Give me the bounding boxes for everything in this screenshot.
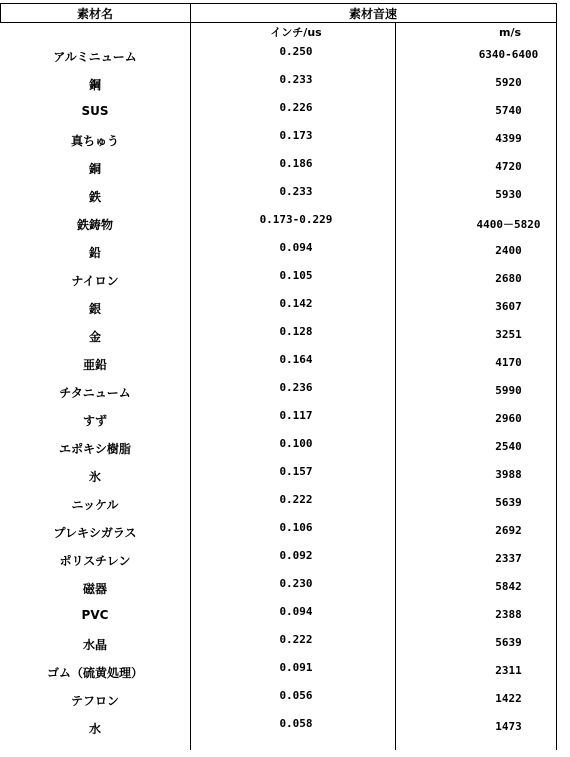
meters-per-second-value: 3988 xyxy=(495,468,522,481)
meters-per-second-value: 5842 xyxy=(495,580,522,593)
material-name: ゴム（硫黄処理） xyxy=(46,666,143,680)
meters-per-second-value: 6340-6400 xyxy=(478,48,539,61)
inch-per-us-value: 0.236 xyxy=(279,381,313,394)
inch-per-us-value: 0.100 xyxy=(279,437,313,450)
meters-per-second-value: 2311 xyxy=(495,664,522,677)
inch-per-us-value: 0.186 xyxy=(279,157,313,170)
material-name: 鉄 xyxy=(88,190,101,204)
header-bottom-border xyxy=(0,22,557,23)
material-name: エポキシ樹脂 xyxy=(59,442,131,456)
material-name: 鋼 xyxy=(88,78,101,92)
inch-per-us-value: 0.164 xyxy=(279,353,313,366)
material-name: プレキシガラス xyxy=(53,526,137,540)
material-name: テフロン xyxy=(70,694,119,708)
meters-per-second-value: 4720 xyxy=(495,160,522,173)
inch-per-us-value: 0.226 xyxy=(279,101,313,114)
name-column-divider xyxy=(190,3,191,750)
meters-per-second-value: 4170 xyxy=(495,356,522,369)
inch-per-us-value: 0.142 xyxy=(279,297,313,310)
inch-per-us-value: 0.105 xyxy=(279,269,313,282)
material-name: ナイロン xyxy=(71,274,119,288)
material-name: 水 xyxy=(88,722,101,736)
meters-per-second-value: 4399 xyxy=(495,132,522,145)
meters-per-second-value: 5920 xyxy=(495,76,522,89)
meters-per-second-value: 2540 xyxy=(495,440,522,453)
inch-per-us-value: 0.222 xyxy=(279,633,313,646)
inch-per-us-value: 0.157 xyxy=(279,465,313,478)
material-name: 銅 xyxy=(88,162,101,176)
meters-per-second-value: 1422 xyxy=(495,692,522,705)
speed-column-header: 素材音速 xyxy=(348,7,397,21)
inch-per-us-value: 0.250 xyxy=(279,45,313,58)
material-name: ポリスチレン xyxy=(59,554,131,568)
material-name: アルミニューム xyxy=(53,50,137,64)
inch-per-us-value: 0.091 xyxy=(279,661,313,674)
inch-per-us-value: 0.173 xyxy=(279,129,313,142)
inch-per-us-value: 0.128 xyxy=(279,325,313,338)
ms-unit-header: m/s xyxy=(498,26,522,39)
inch-per-us-value: 0.173-0.229 xyxy=(259,213,333,226)
material-name: 金 xyxy=(88,330,101,344)
inch-per-us-value: 0.094 xyxy=(279,605,313,618)
material-name: 鉄鋳物 xyxy=(76,218,113,232)
material-name: すず xyxy=(82,414,108,428)
inch-unit-header: インチ/us xyxy=(270,26,322,39)
meters-per-second-value: 5740 xyxy=(495,104,522,117)
material-name: チタニューム xyxy=(59,386,131,400)
material-name: 銀 xyxy=(88,302,101,316)
inch-per-us-value: 0.233 xyxy=(279,73,313,86)
material-name: SUS xyxy=(81,104,109,118)
material-name: 磁器 xyxy=(82,582,107,596)
material-name: 真ちゅう xyxy=(70,134,119,148)
material-name: 水晶 xyxy=(82,638,107,652)
material-name: PVC xyxy=(81,608,109,622)
meters-per-second-value: 3607 xyxy=(495,300,522,313)
meters-per-second-value: 5639 xyxy=(495,636,522,649)
material-name: 鉛 xyxy=(88,246,101,260)
meters-per-second-value: 2680 xyxy=(495,272,522,285)
table-top-border xyxy=(0,3,557,4)
inch-per-us-value: 0.230 xyxy=(279,577,313,590)
inch-per-us-value: 0.222 xyxy=(279,493,313,506)
material-name: 亜鉛 xyxy=(82,358,107,372)
inch-per-us-value: 0.094 xyxy=(279,241,313,254)
meters-per-second-value: 5639 xyxy=(495,496,522,509)
meters-per-second-value: 2337 xyxy=(495,552,522,565)
meters-per-second-value: 2388 xyxy=(495,608,522,621)
meters-per-second-value: 2960 xyxy=(495,412,522,425)
meters-per-second-value: 1473 xyxy=(495,720,522,733)
meters-per-second-value: 2692 xyxy=(495,524,522,537)
inch-per-us-value: 0.106 xyxy=(279,521,313,534)
material-name: ニッケル xyxy=(71,498,119,512)
inch-per-us-value: 0.056 xyxy=(279,689,313,702)
inch-per-us-value: 0.233 xyxy=(279,185,313,198)
meters-per-second-value: 5930 xyxy=(495,188,522,201)
meters-per-second-value: 5990 xyxy=(495,384,522,397)
material-name: 氷 xyxy=(88,470,101,484)
inch-per-us-value: 0.092 xyxy=(279,549,313,562)
inch-per-us-value: 0.117 xyxy=(279,409,313,422)
inch-per-us-value: 0.058 xyxy=(279,717,313,730)
material-column-header: 素材名 xyxy=(76,7,113,21)
meters-per-second-value: 4400－5820 xyxy=(476,218,541,231)
meters-per-second-value: 3251 xyxy=(495,328,522,341)
meters-per-second-value: 2400 xyxy=(495,244,522,257)
